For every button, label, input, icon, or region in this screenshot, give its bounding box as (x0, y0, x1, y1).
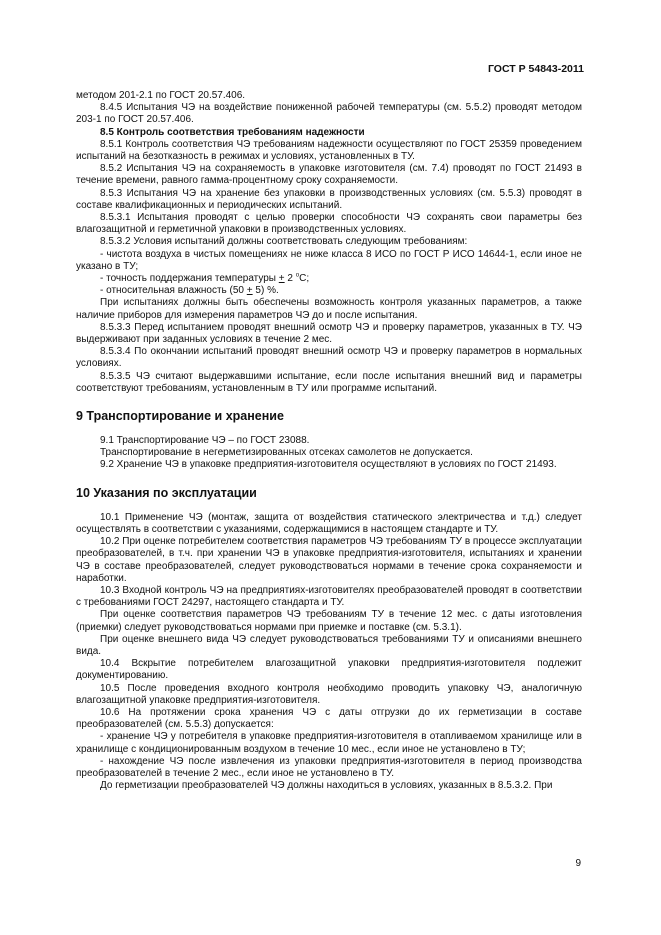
degree-sup: о (295, 272, 300, 279)
document-code: ГОСТ Р 54843-2011 (487, 63, 584, 75)
humidity-value: 5) %. (252, 285, 279, 297)
paragraph-8-4-5: 8.4.5 Испытания ЧЭ на воздействие пониженной рабочей температуры (см. 5.5.2) проводят методом 203-1 по ГОСТ 20.57.406. (76, 102, 582, 126)
list-item-storage-unpacked: - нахождение ЧЭ после извлечения из упаковки предприятия-изготовителя в период производства преобразователей в течение 2 мес., если иное не установлено в ТУ. (76, 755, 582, 779)
paragraph-10-4: 10.4 Вскрытие потребителем влагозащитной упаковки предприятия-изготовителя подлежит документированию. (76, 658, 582, 682)
paragraph-8-5-3-5: 8.5.3.5 ЧЭ считают выдержавшими испытание, если после испытания внешний вид и параметры соответствуют требованиям, установленным в ТУ или программе испытаний. (76, 370, 582, 394)
list-item-storage-in-package: - хранение ЧЭ у потребителя в упаковке предприятия-изготовителя в отапливаемом хранилище или в хранилище с кондиционированным воздухом в течение 10 мес., если иное не установлено в ТУ; (76, 731, 582, 755)
paragraph-8-5-3-2: 8.5.3.2 Условия испытаний должны соответствовать следующим требованиям: (100, 236, 468, 248)
humidity-text: - относительная влажность (50 (100, 285, 247, 297)
list-item-air-purity: - чистота воздуха в чистых помещениях не ниже класса 8 ИСО по ГОСТ Р ИСО 14644-1, если иное не указано в ТУ; (76, 248, 582, 272)
paragraph-10-1: 10.1 Применение ЧЭ (монтаж, защита от воздействия статического электричества и т.д.) следует осуществлять в соответствии с указаниями, содержащимися в настоящем стандарте и ТУ. (76, 511, 582, 535)
paragraph-continuation: методом 201-2.1 по ГОСТ 20.57.406. (76, 90, 246, 101)
paragraph-10-3-b: При оценке соответствия параметров ЧЭ требованиям ТУ в течение 12 мес. с даты изготовления (приемки) следует руководствоваться нормами при приемке и поставке (см. 5.3.1). (76, 609, 582, 633)
paragraph-10-3: 10.3 Входной контроль ЧЭ на предприятиях-изготовителях преобразователей проводят в соответствии с требованиями ГОСТ 24297, настоящего стандарта и ТУ. (76, 584, 582, 609)
paragraph-8-5-3: 8.5.3 Испытания ЧЭ на хранение без упаковки в производственных условиях (см. 5.5.3) проводят в составе квалификационных и периодических испытаний. (76, 187, 582, 211)
page-body (76, 90, 582, 792)
paragraph-10-2: 10.2 При оценке потребителем соответствия параметров ЧЭ требованиям ТУ в процессе эксплуатации преобразователей, в т.ч. при хранении ЧЭ в упаковке предприятия-изготовителя, испытаниях и хранении ЧЭ в составе преобразователей, следует руководствоваться нормами в течение срока сохраняемости и наработки. (76, 536, 582, 584)
paragraph-9-2: 9.2 Хранение ЧЭ в упаковке предприятия-изготовителя осуществляют в условиях по ГОСТ 21493. (100, 459, 557, 471)
plus-minus-sign: + (278, 273, 285, 285)
paragraph-before-sealing: До герметизации преобразователей ЧЭ должны находиться в условиях, указанных в 8.5.3.2. При (100, 780, 553, 792)
page-number: 9 (575, 858, 581, 869)
paragraph-8-5-3-1: 8.5.3.1 Испытания проводят с целью проверки способности ЧЭ сохранять свои параметры без влагозащитной и герметичной упаковки в производственных условиях. (76, 212, 582, 236)
temperature-value: 2 (284, 273, 296, 285)
paragraph-9-1: 9.1 Транспортирование ЧЭ – по ГОСТ 23088. (100, 435, 310, 447)
paragraph-during-tests: При испытаниях должны быть обеспечены возможность контроля указанных параметров, а также наличие приборов для измерения параметров ЧЭ до и после испытания. (76, 297, 582, 321)
paragraph-10-5: 10.5 После проведения входного контроля необходимо проводить упаковку ЧЭ, аналогичную влагозащитной упаковке предприятия-изготовителя. (76, 682, 582, 706)
temperature-text: - точность поддержания температуры (100, 273, 279, 285)
subsection-heading-8-5: 8.5 Контроль соответствия требованиям надежности (100, 126, 365, 138)
paragraph-8-5-2: 8.5.2 Испытания ЧЭ на сохраняемость в упаковке изготовителя (см. 7.4) проводят по ГОСТ 21493 в течение времени, равного гамма-процентному сроку сохраняемости. (76, 163, 582, 187)
paragraph-10-3-c: При оценке внешнего вида ЧЭ следует руководствоваться требованиями ТУ и описаниями внешнего вида. (76, 633, 582, 657)
section-heading-9: 9 Транспортирование и хранение (76, 409, 284, 424)
paragraph-9-1-b: Транспортирование в негерметизированных отсеках самолетов не допускается. (100, 447, 473, 459)
temperature-unit: С; (299, 273, 310, 285)
section-heading-10: 10 Указания по эксплуатации (76, 485, 257, 500)
paragraph-10-6: 10.6 На протяжении срока хранения ЧЭ с даты отгрузки до их герметизации в составе преобразователей (см. 5.5.3) допускается: (76, 706, 582, 731)
paragraph-8-5-3-4: 8.5.3.4 По окончании испытаний проводят внешний осмотр ЧЭ и проверку параметров в нормальных условиях. (76, 346, 582, 370)
paragraph-8-5-1: 8.5.1 Контроль соответствия ЧЭ требованиям надежности осуществляют по ГОСТ 25359 проведением испытаний на безотказность в режимах и условиях, установленных в ТУ. (76, 138, 582, 163)
list-item-temperature (76, 273, 582, 285)
list-item-humidity (76, 285, 582, 297)
plus-minus-sign: + (246, 285, 253, 297)
paragraph-8-5-3-3: 8.5.3.3 Перед испытанием проводят внешний осмотр ЧЭ и проверку параметров, указанных в ТУ. ЧЭ выдерживают при заданных условиях в течение 2 мес. (76, 321, 582, 346)
